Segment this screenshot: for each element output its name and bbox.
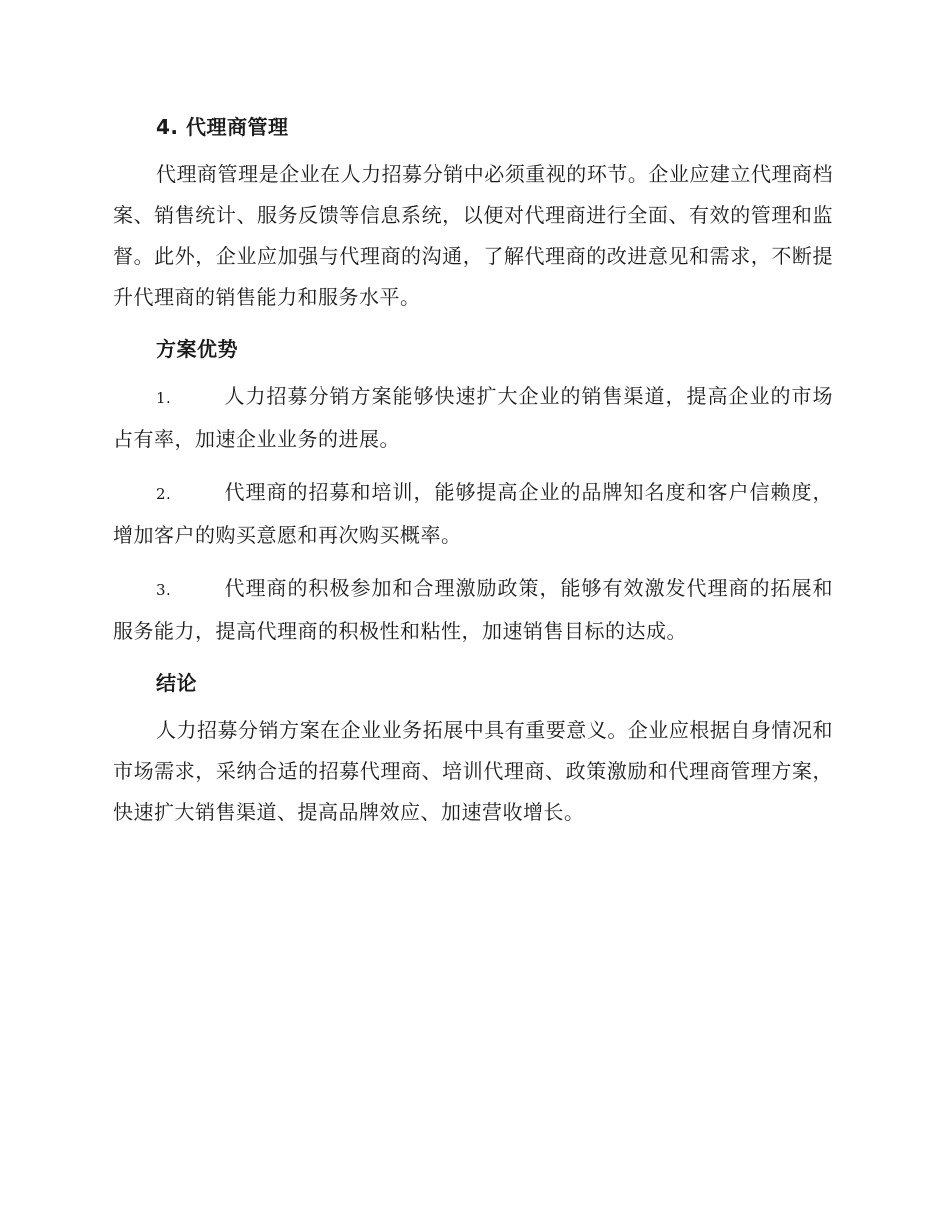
conclusion-paragraph: 人力招募分销方案在企业业务拓展中具有重要意义。企业应根据自身情况和市场需求，采纳合适的招募代理商、培训代理商、政策激励和代理商管理方案，快速扩大销售渠道、提高品牌效应、加速营收增长。 [113, 718, 833, 824]
section-heading-agent-management: 4. 代理商管理 [156, 115, 289, 139]
list-text: 人力招募分销方案能够快速扩大企业的销售渠道，提高企业的市场占有率，加速企业业务的进展。 [113, 384, 833, 451]
list-number: 1. [156, 389, 172, 407]
advantage-item-1 [113, 376, 833, 460]
advantage-item-2 [113, 472, 833, 556]
list-text: 代理商的招募和培训，能够提高企业的品牌知名度和客户信赖度，增加客户的购买意愿和再次购买概率。 [113, 480, 833, 547]
section-heading-advantages: 方案优势 [156, 337, 238, 361]
section-heading-conclusion: 结论 [156, 671, 197, 695]
list-number: 3. [156, 581, 172, 599]
agent-management-paragraph: 代理商管理是企业在人力招募分销中必须重视的环节。企业应建立代理商档案、销售统计、服务反馈等信息系统，以便对代理商进行全面、有效的管理和监督。此外，企业应加强与代理商的沟通，了解代理商的改进意见和需求，不断提升代理商的销售能力和服务水平。 [113, 162, 833, 309]
list-number: 2. [156, 485, 172, 503]
advantage-item-3 [113, 568, 833, 652]
list-text: 代理商的积极参加和合理激励政策，能够有效激发代理商的拓展和服务能力，提高代理商的积极性和粘性，加速销售目标的达成。 [113, 576, 833, 643]
document-page [113, 108, 833, 845]
